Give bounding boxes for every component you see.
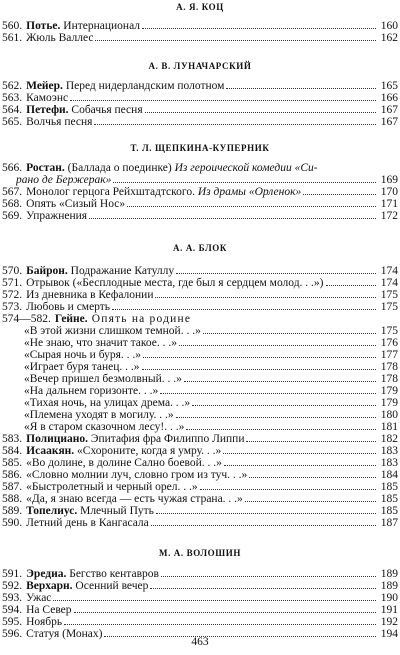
toc-entry — [2, 592, 398, 604]
toc-entry — [2, 493, 398, 505]
entry-page-number: 166 — [380, 92, 398, 104]
leader-dots — [249, 476, 376, 478]
entry-text: Ужас — [26, 592, 52, 604]
entry-page-number: 175 — [380, 301, 398, 313]
toc-entry — [2, 433, 398, 445]
leader-dots — [142, 27, 376, 29]
entry-page-number: 176 — [380, 337, 398, 349]
entry-page-number: 175 — [380, 289, 398, 301]
leader-dots — [113, 181, 376, 183]
entry-title — [26, 32, 93, 44]
leader-dots — [245, 500, 376, 502]
entry-text: «Да, я знаю всегда — есть чужая страна. . .» — [26, 493, 243, 505]
entry-number: 595. — [2, 616, 23, 628]
entry-text: Волчья песня — [26, 116, 93, 128]
entry-page-number: 177 — [380, 349, 398, 361]
page-number: 463 — [191, 636, 209, 648]
entry-page-number: 169 — [380, 174, 398, 186]
entry-text: Опять «Сизый Нос» — [26, 198, 126, 210]
entry-page-number: 194 — [380, 628, 398, 640]
toc-entry — [2, 198, 398, 210]
entry-title — [26, 116, 92, 128]
entry-title — [26, 20, 140, 32]
entry-text: Интернационал — [60, 20, 141, 32]
toc-entry — [2, 409, 398, 421]
entry-number: 587. — [2, 481, 23, 493]
entry-page-number: 171 — [380, 198, 398, 210]
entry-text: Летний день в Кангасала — [26, 517, 149, 529]
entry-page-number: 170 — [380, 186, 398, 198]
entry-title — [26, 186, 301, 198]
entry-italic: Из героической комедии «Си- — [174, 162, 318, 174]
entry-title — [26, 517, 149, 529]
entry-title — [26, 457, 222, 469]
entry-number: 585. — [2, 457, 23, 469]
toc-entry — [2, 186, 398, 198]
entry-text: Подражание Катуллу — [67, 265, 175, 277]
toc-entry — [2, 337, 398, 349]
entry-title — [16, 174, 111, 186]
entry-number: 569. — [2, 210, 23, 222]
entry-author: Полициано. — [26, 433, 88, 445]
entry-page-number: 174 — [380, 277, 398, 289]
entry-author: Верхарн. — [26, 580, 73, 592]
entry-page-number: 178 — [380, 361, 398, 373]
entry-author: Мейер. — [26, 80, 63, 92]
toc-entry — [2, 361, 398, 373]
entry-page-number: 162 — [380, 32, 398, 44]
entry-author: Ростан. — [26, 162, 65, 174]
entry-number: 568. — [2, 198, 23, 210]
leader-dots — [186, 428, 376, 430]
toc-entry — [2, 397, 398, 409]
entry-page-number: 180 — [380, 409, 398, 421]
entry-text: «Во долине, в долине Сално боевой. . .» — [26, 457, 222, 469]
leader-dots — [192, 404, 376, 406]
leader-dots — [160, 392, 376, 394]
entry-page-number: 167 — [380, 116, 398, 128]
entry-text: Упражнения — [26, 210, 88, 222]
entry-title — [26, 289, 153, 301]
entry-text: «На дальнем горизонте. . .» — [24, 385, 159, 397]
entry-text: «Я в старом сказочном лесу!. . .» — [24, 421, 185, 433]
entry-author: Гейне. — [54, 313, 88, 325]
entry-title — [26, 92, 68, 104]
entry-number: 584. — [2, 445, 23, 457]
entry-page-number: 174 — [380, 265, 398, 277]
entry-author: Байрон. — [26, 265, 68, 277]
entry-number: 593. — [2, 592, 23, 604]
toc-entry — [2, 301, 398, 313]
toc-entry — [2, 373, 398, 385]
entry-number: 564. — [2, 104, 23, 116]
leader-dots — [95, 39, 376, 41]
entry-title — [26, 592, 51, 604]
entry-title — [26, 493, 243, 505]
entry-title — [55, 313, 191, 325]
entry-page-number: 179 — [380, 397, 398, 409]
entry-page-number: 191 — [380, 604, 398, 616]
entry-text: Статуя (Монах) — [26, 628, 103, 640]
leader-dots — [89, 217, 376, 219]
entry-title — [26, 505, 154, 517]
toc-entry — [2, 481, 398, 493]
leader-dots — [145, 111, 376, 113]
entry-number: 596. — [2, 628, 23, 640]
entry-italic: Из драмы «Орленок» — [197, 186, 302, 198]
entry-text: «Схороните, когда я умру. . .» — [74, 445, 222, 457]
entry-text: Камоэнс — [26, 92, 69, 104]
toc-entry — [2, 32, 398, 44]
section-header: М. А. ВОЛОШИН — [159, 548, 241, 558]
leader-dots — [64, 623, 376, 625]
entry-page-number: 189 — [380, 580, 398, 592]
entry-number: 566. — [2, 162, 23, 174]
entry-title — [26, 301, 110, 313]
entry-number: 560. — [2, 20, 23, 32]
toc-entry — [2, 80, 398, 92]
entry-page-number: 178 — [380, 373, 398, 385]
leader-dots — [246, 440, 376, 442]
entry-title — [16, 337, 177, 349]
entry-page-number: 165 — [380, 80, 398, 92]
entry-page-number: 160 — [380, 20, 398, 32]
entry-number: 563. — [2, 92, 23, 104]
entry-title — [26, 80, 224, 92]
entry-number: 592. — [2, 580, 23, 592]
entry-title — [16, 409, 174, 421]
entry-text: «Вечер пришел безмолвный. . .» — [24, 373, 182, 385]
leader-dots — [184, 380, 376, 382]
leader-dots — [203, 332, 376, 334]
leader-dots — [127, 205, 376, 207]
entry-title — [26, 265, 174, 277]
entry-title — [16, 397, 190, 409]
entry-number: 565. — [2, 116, 23, 128]
section-header: Т. Л. ЩЕПКИНА-КУПЕРНИК — [130, 143, 270, 153]
entry-author: Исаакян. — [26, 445, 75, 457]
section-header: А. Я. КОЦ — [176, 2, 224, 12]
toc-entry — [2, 277, 398, 289]
entry-title — [16, 373, 182, 385]
section-header: А. В. ЛУНАЧАРСКИЙ — [148, 61, 252, 71]
entry-author: Топелиус. — [26, 505, 78, 517]
entry-number: 594. — [2, 604, 23, 616]
toc-entry — [2, 104, 398, 116]
toc-entry — [2, 92, 398, 104]
entry-author: Петефи. — [26, 104, 69, 116]
entry-title — [26, 481, 198, 493]
toc-entry — [2, 174, 398, 186]
leader-dots — [224, 464, 376, 466]
toc-entry — [2, 162, 398, 174]
entry-title — [16, 421, 184, 433]
entry-title — [26, 469, 247, 481]
entry-title — [26, 580, 148, 592]
entry-number: 571. — [2, 277, 23, 289]
leader-dots — [143, 356, 376, 358]
leader-dots — [53, 599, 376, 601]
entry-text: «Сырая ночь и буря. . .» — [24, 349, 142, 361]
entry-page-number: 192 — [380, 616, 398, 628]
toc-entry — [2, 421, 398, 433]
entry-number: 570. — [2, 265, 23, 277]
entry-text: «Словно молнии луч, словно гром из туч. . .» — [26, 469, 248, 481]
entry-text: Монолог герцога Рейхштадтского. — [26, 186, 198, 198]
entry-number: 561. — [2, 32, 23, 44]
entry-page-number: 175 — [380, 325, 398, 337]
entry-title — [26, 616, 62, 628]
entry-number: 562. — [2, 80, 23, 92]
leader-dots — [70, 99, 376, 101]
entry-title — [16, 325, 201, 337]
entry-italic: рано де Бержерак» — [16, 174, 112, 186]
leader-dots — [94, 123, 376, 125]
entry-text: Эпитафия фра Филиппо Липпи — [88, 433, 245, 445]
entry-text: «В этой жизни слишком темной. . .» — [24, 325, 201, 337]
entry-text: «Играет буря танец. . .» — [24, 361, 140, 373]
toc-entry — [2, 457, 398, 469]
entry-title — [16, 385, 158, 397]
entry-page-number: 185 — [380, 481, 398, 493]
entry-author: Эредиа. — [26, 568, 67, 580]
entry-page-number: 182 — [380, 433, 398, 445]
entry-page-number: 183 — [380, 457, 398, 469]
toc-entry — [2, 313, 398, 325]
toc-entry — [2, 505, 398, 517]
entry-text: Любовь и смерть — [26, 301, 111, 313]
leader-dots — [150, 587, 376, 589]
section-header: А. А. БЛОК — [173, 243, 227, 253]
toc-entry — [2, 580, 398, 592]
toc-entry — [2, 210, 398, 222]
toc-entry — [2, 568, 398, 580]
leader-dots — [156, 512, 376, 514]
toc-entry — [2, 604, 398, 616]
toc-entry — [2, 385, 398, 397]
entry-page-number: 184 — [380, 469, 398, 481]
toc-entry — [2, 349, 398, 361]
leader-dots — [142, 368, 376, 370]
entry-page-number: 189 — [380, 568, 398, 580]
entry-page-number: 185 — [380, 493, 398, 505]
entry-number: 589. — [2, 505, 23, 517]
entry-number: 574—582. — [2, 313, 51, 325]
entry-title — [26, 210, 87, 222]
entry-text: «Быстролетный и черный орел. . .» — [26, 481, 198, 493]
entry-text: Млечный Путь — [77, 505, 154, 517]
leader-dots — [155, 296, 376, 298]
entry-number: 588. — [2, 493, 23, 505]
leader-dots — [176, 272, 376, 274]
entry-text: Ноябрь — [26, 616, 63, 628]
toc-entry — [2, 289, 398, 301]
entry-number: 583. — [2, 433, 23, 445]
toc-entry — [2, 116, 398, 128]
entry-title — [26, 604, 71, 616]
entry-text: «Тихая ночь, на улицах дрема. . .» — [24, 397, 191, 409]
entry-title — [26, 277, 323, 289]
entry-number: 591. — [2, 568, 23, 580]
entry-text: «Не знаю, что значит такое. . .» — [24, 337, 178, 349]
entry-text: На Север — [26, 604, 72, 616]
leader-dots — [74, 611, 376, 613]
entry-text: Отрывок («Бесплодные места, где был я сердцем молод. . .») — [26, 277, 324, 289]
entry-author: Потье. — [26, 20, 61, 32]
toc-entry — [2, 20, 398, 32]
entry-title — [26, 568, 159, 580]
entry-number: 586. — [2, 469, 23, 481]
toc-entry — [2, 445, 398, 457]
leader-dots — [151, 524, 376, 526]
toc-entry — [2, 265, 398, 277]
entry-page-number: 187 — [380, 517, 398, 529]
entry-title — [26, 433, 244, 445]
entry-text: Бегство кентавров — [66, 568, 159, 580]
entry-page-number: 183 — [380, 445, 398, 457]
entry-title — [26, 445, 221, 457]
entry-text: «Племена уходят в могилу. . .» — [24, 409, 174, 421]
leader-dots — [112, 308, 376, 310]
entry-page-number: 179 — [380, 385, 398, 397]
toc-entry — [2, 517, 398, 529]
entry-title — [26, 162, 317, 174]
leader-dots — [303, 193, 376, 195]
entry-page-number: 167 — [380, 104, 398, 116]
leader-dots — [326, 284, 376, 286]
toc-entry — [2, 616, 398, 628]
entry-title — [26, 104, 142, 116]
entry-title — [16, 349, 141, 361]
leader-dots — [176, 416, 376, 418]
toc-entry — [2, 325, 398, 337]
entry-number: 573. — [2, 301, 23, 313]
entry-page-number: 190 — [380, 592, 398, 604]
entry-text: Из дневника в Кефалонии — [26, 289, 154, 301]
entry-text: Опять на родине — [87, 313, 192, 325]
leader-dots — [226, 87, 376, 89]
entry-title — [26, 198, 125, 210]
entry-page-number: 181 — [380, 421, 398, 433]
leader-dots — [200, 488, 376, 490]
leader-dots — [179, 344, 376, 346]
toc-entry — [2, 469, 398, 481]
leader-dots — [161, 575, 376, 577]
entry-text: Собачья песня — [68, 104, 143, 116]
entry-text: Осенний вечер — [72, 580, 149, 592]
entry-text: Перед нидерландским полотном — [62, 80, 225, 92]
entry-number: 590. — [2, 517, 23, 529]
entry-page-number: 185 — [380, 505, 398, 517]
entry-number: 567. — [2, 186, 23, 198]
entry-number: 572. — [2, 289, 23, 301]
leader-dots — [223, 452, 376, 454]
entry-title — [16, 361, 140, 373]
entry-page-number: 172 — [380, 210, 398, 222]
entry-text: Жюль Валлес — [26, 32, 94, 44]
entry-text: (Баллада о поединке) — [64, 162, 175, 174]
